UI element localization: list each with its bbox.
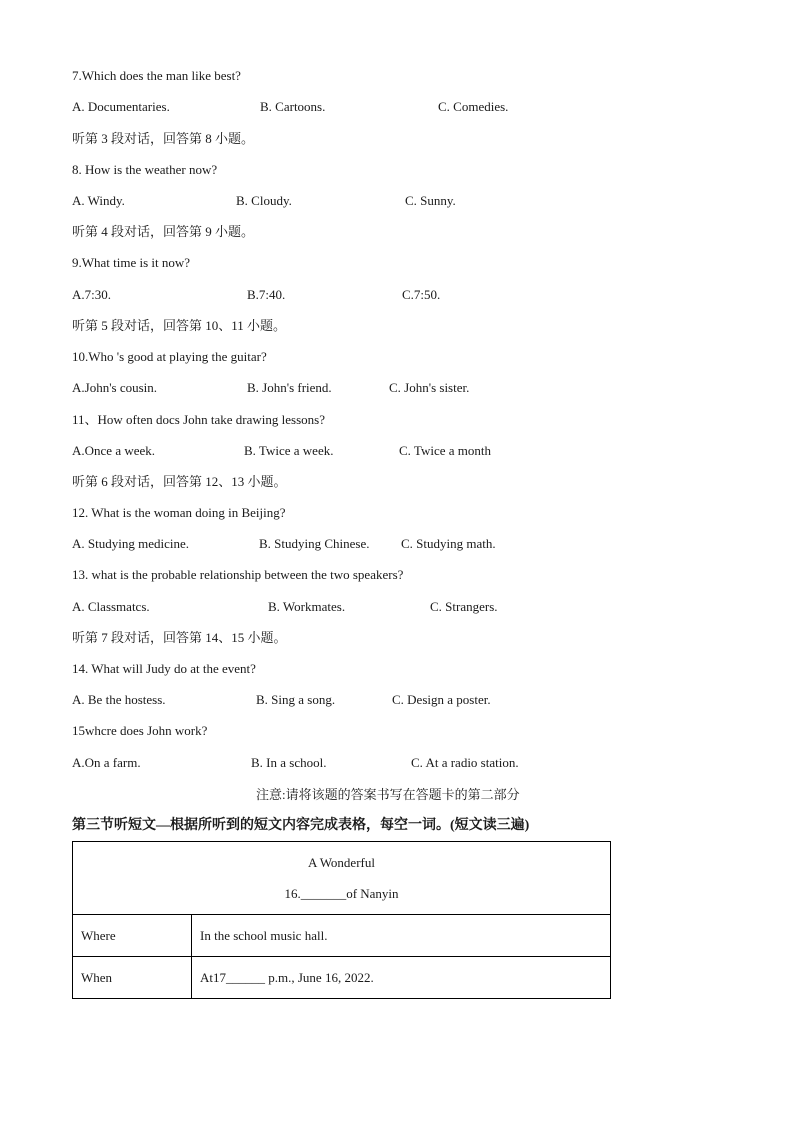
table-title-line-2: 16._______of Nanyin xyxy=(284,886,399,901)
table-row-value: In the school music hall. xyxy=(192,915,611,957)
table-row xyxy=(73,915,611,957)
option-a: A. Windy. xyxy=(72,193,125,208)
table-title-row xyxy=(73,842,611,915)
option-c: C. Design a poster. xyxy=(392,692,491,707)
table-row-value: At17______ p.m., June 16, 2022. xyxy=(192,957,611,999)
option-a: A. Studying medicine. xyxy=(72,536,189,551)
option-b: B. Cloudy. xyxy=(236,193,292,208)
section-instruction-4: 听第 4 段对话，回答第 9 小题。 xyxy=(72,224,255,239)
option-b: B. Cartoons. xyxy=(260,99,326,114)
question-14: 14. What will Judy do at the event? xyxy=(72,661,256,676)
section-instruction-3: 听第 3 段对话，回答第 8 小题。 xyxy=(72,131,255,146)
table-title-line-1: A Wonderful xyxy=(308,855,375,870)
answer-sheet-note: 注意:请将该题的答案书写在答题卡的第二部分 xyxy=(256,787,520,802)
listening-table xyxy=(72,841,611,999)
question-12: 12. What is the woman doing in Beijing? xyxy=(72,505,286,520)
question-7: 7.Which does the man like best? xyxy=(72,68,241,83)
option-a: A.John's cousin. xyxy=(72,380,158,395)
option-c: C. Twice a month xyxy=(399,443,492,458)
question-11: 11、How often docs John take drawing lessons? xyxy=(72,412,325,427)
option-c: C. At a radio station. xyxy=(411,755,519,770)
table-row-label: Where xyxy=(73,915,192,957)
option-a: A.7:30. xyxy=(72,287,111,302)
option-a: A. Classmatcs. xyxy=(72,599,150,614)
question-15: 15whcre does John work? xyxy=(72,723,208,738)
option-b: B.7:40. xyxy=(247,287,286,302)
option-b: B. Workmates. xyxy=(268,599,346,614)
option-a: A. Be the hostess. xyxy=(72,692,166,707)
table-row xyxy=(73,957,611,999)
option-c: C. Strangers. xyxy=(430,599,498,614)
option-a: A.Once a week. xyxy=(72,443,156,458)
option-c: C. Studying math. xyxy=(401,536,496,551)
section-instruction-7: 听第 7 段对话，回答第 14、15 小题。 xyxy=(72,630,287,645)
option-b: B. In a school. xyxy=(251,755,327,770)
option-a: A. Documentaries. xyxy=(72,99,170,114)
option-c: C. John's sister. xyxy=(389,380,470,395)
table-row-label: When xyxy=(73,957,192,999)
option-c: C.7:50. xyxy=(402,287,441,302)
option-b: B. Twice a week. xyxy=(244,443,334,458)
option-a: A.On a farm. xyxy=(72,755,141,770)
question-8: 8. How is the weather now? xyxy=(72,162,218,177)
section-heading: 第三节听短文—根据所听到的短文内容完成表格，每空一词。(短文读三遍) xyxy=(72,818,530,833)
option-c: C. Comedies. xyxy=(438,99,509,114)
section-instruction-6: 听第 6 段对话，回答第 12、13 小题。 xyxy=(72,474,287,489)
option-b: B. Sing a song. xyxy=(256,692,336,707)
section-instruction-5: 听第 5 段对话，回答第 10、11 小题。 xyxy=(72,318,287,333)
question-13: 13. what is the probable relationship between the two speakers? xyxy=(72,567,404,582)
option-c: C. Sunny. xyxy=(405,193,456,208)
table-title-cell xyxy=(73,842,611,915)
option-b: B. Studying Chinese. xyxy=(259,536,370,551)
option-b: B. John's friend. xyxy=(247,380,332,395)
question-10: 10.Who 's good at playing the guitar? xyxy=(72,349,267,364)
question-9: 9.What time is it now? xyxy=(72,255,191,270)
